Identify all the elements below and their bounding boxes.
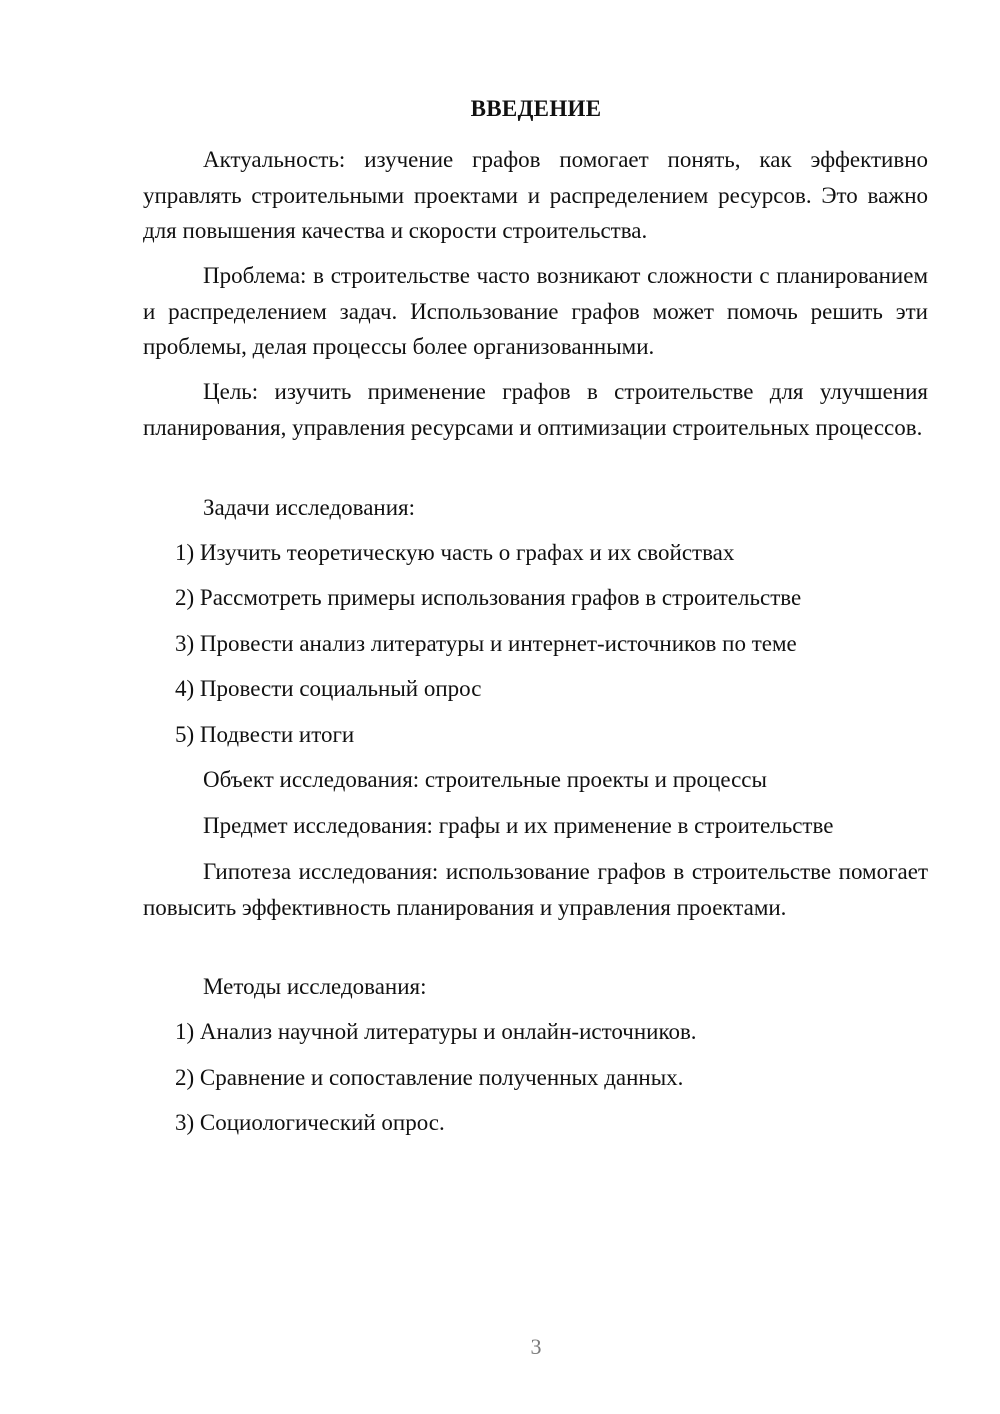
page-number: 3 [530, 1334, 542, 1359]
task-item: 4) Провести социальный опрос [175, 676, 482, 701]
problem-paragraph: Проблема: в строительстве часто возникают сложности с планированием и распределением задач. Использование графов может помочь решить эти проблемы, делая процессы более организованными. [143, 263, 928, 359]
method-item: 3) Социологический опрос. [175, 1110, 445, 1135]
goal-paragraph: Цель: изучить применение графов в строительстве для улучшения планирования, управления ресурсами и оптимизации строительных процессов. [143, 379, 928, 440]
research-object: Объект исследования: строительные проекты и процессы [203, 767, 767, 792]
tasks-title: Задачи исследования: [203, 495, 416, 520]
method-item: 2) Сравнение и сопоставление полученных данных. [175, 1065, 684, 1090]
task-item: 1) Изучить теоретическую часть о графах и их свойствах [175, 540, 735, 565]
task-item: 3) Провести анализ литературы и интернет-источников по теме [175, 631, 797, 656]
research-subject: Предмет исследования: графы и их применение в строительстве [203, 813, 834, 838]
task-item: 2) Рассмотреть примеры использования графов в строительстве [175, 585, 802, 610]
section-heading: ВВЕДЕНИЕ [470, 96, 602, 121]
task-item: 5) Подвести итоги [175, 722, 355, 747]
hypothesis-paragraph: Гипотеза исследования: использование графов в строительстве помогает повысить эффективность планирования и управления проектами. [143, 859, 928, 920]
methods-title: Методы исследования: [203, 974, 427, 999]
relevance-paragraph: Актуальность: изучение графов помогает понять, как эффективно управлять строительными проектами и распределением ресурсов. Это важно для повышения качества и скорости строительства. [143, 147, 928, 243]
method-item: 1) Анализ научной литературы и онлайн-источников. [175, 1019, 697, 1044]
